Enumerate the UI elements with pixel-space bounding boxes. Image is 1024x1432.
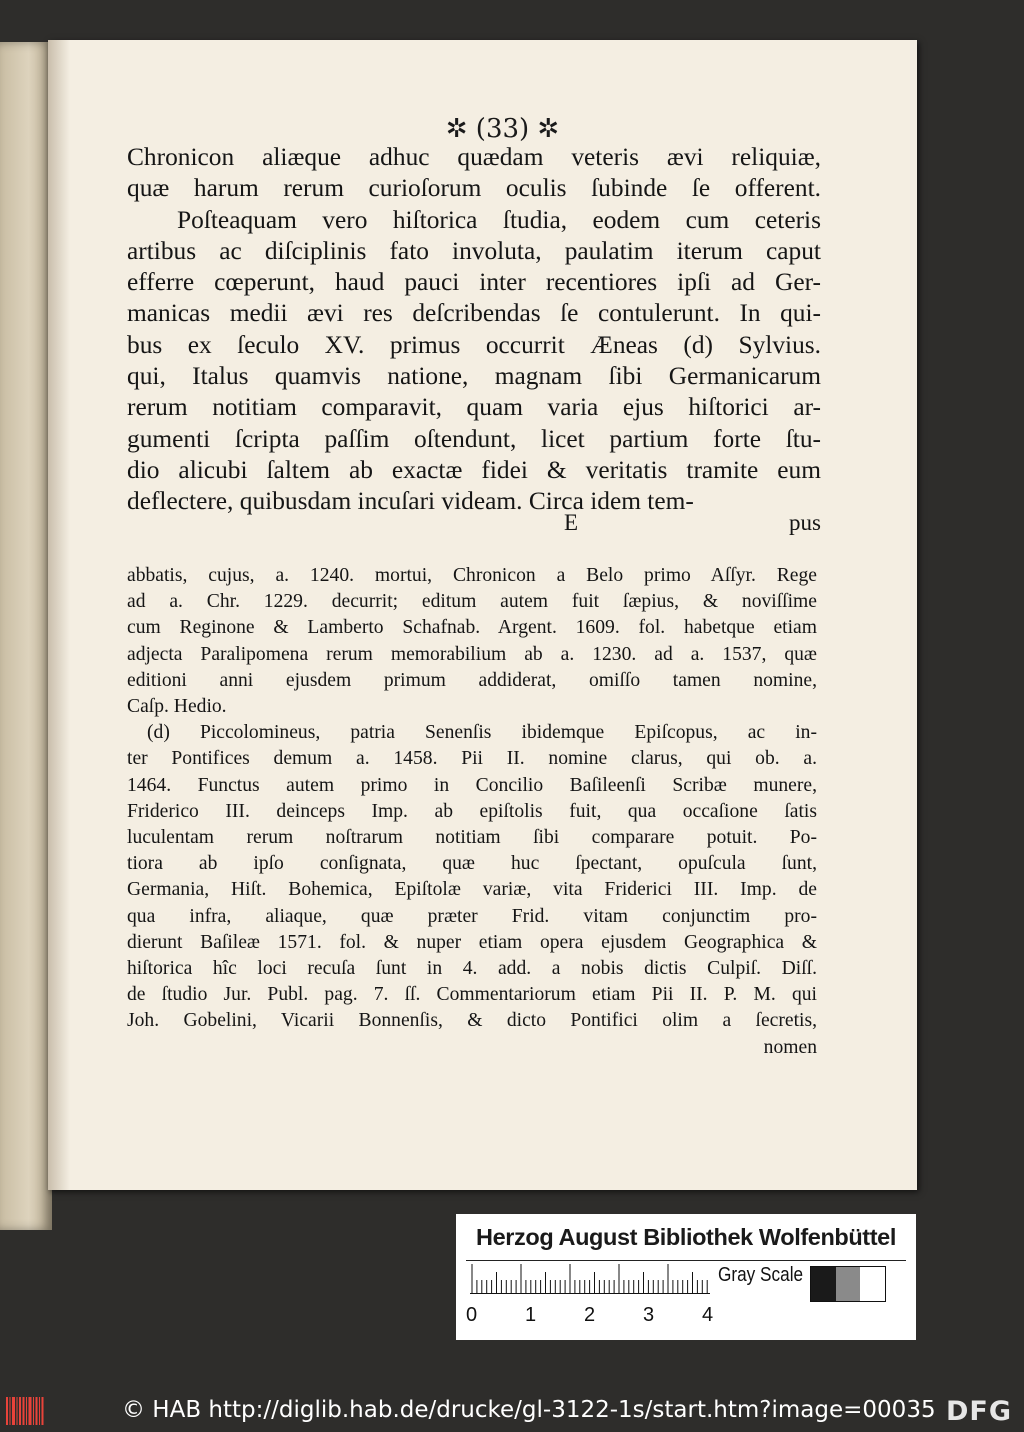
barcode-bar <box>36 1397 38 1425</box>
signature-mark: E <box>564 510 579 535</box>
note-line: tiora ab ipſo conſignata, quæ huc ſpectant, opuſcula ſunt, <box>127 853 817 875</box>
text-line: dio alicubi ſaltem ab exactæ fidei & veritatis tramite eum <box>127 455 821 484</box>
ruler-number: 0 <box>466 1304 478 1326</box>
text-line: rerum notitiam comparavit, quam varia ejus hiſtorici ar- <box>127 393 821 422</box>
barcode-bar <box>19 1397 21 1425</box>
book-page <box>48 40 917 1190</box>
gray-patch <box>860 1267 885 1301</box>
note-line: Joh. Gobelini, Vicarii Bonnenſis, & dicto Pontifici olim a ſecretis, <box>127 1010 817 1032</box>
catchword: pus <box>789 510 821 535</box>
barcode-bar <box>26 1397 27 1425</box>
barcode-bar <box>33 1397 34 1425</box>
note-line: nomen <box>763 1036 817 1058</box>
footnotes <box>127 563 817 1061</box>
text-line: artibus ac diſciplinis fato involuta, paulatim iterum caput <box>127 236 821 265</box>
note-line: luculentam rerum noſtrarum notitiam ſibi comparare potuit. Po- <box>127 827 817 849</box>
gray-patch <box>811 1267 836 1301</box>
barcode-bar <box>29 1397 32 1425</box>
text-line: Poſteaquam vero hiſtorica ſtudia, eodem cum ceteris <box>177 205 821 234</box>
note-line: editioni anni ejusdem primum addiderat, omiſſo tamen nomine, <box>127 669 817 691</box>
main-text <box>127 142 821 518</box>
note-line: 1464. Functus autem primo in Concilio Baſileenſi Scribæ munere, <box>127 774 817 796</box>
note-line: qua infra, aliaque, quæ præter Frid. vitam conjunctim pro- <box>127 905 817 927</box>
note-line: abbatis, cujus, a. 1240. mortui, Chronicon a Belo primo Aſſyr. Rege <box>127 565 817 586</box>
ruler-number: 3 <box>643 1304 655 1326</box>
note-line: Caſp. Hedio. <box>127 696 227 718</box>
barcode-bar <box>12 1397 15 1425</box>
text-line: bus ex ſeculo XV. primus occurrit Æneas (d) Sylvius. <box>127 330 821 359</box>
barcode-bar <box>6 1397 8 1425</box>
note-line: Friderico III. deinceps Imp. ab epiſtolis fuit, qua occaſione ſatis <box>127 800 817 822</box>
note-line: ter Pontifices demum a. 1458. Pii II. nomine clarus, qui ob. a. <box>127 748 817 770</box>
text-line: deflectere, quibusdam incuſari videam. Circa idem tem- <box>127 487 694 516</box>
divider <box>466 1260 906 1261</box>
barcode-icon <box>6 1397 44 1425</box>
color-target-card <box>456 1214 916 1340</box>
dfg-logo: DFG <box>945 1396 1012 1427</box>
note-line: de ſtudio Jur. Publ. pag. 7. ſſ. Commentariorum etiam Pii II. P. M. qui <box>127 984 817 1006</box>
ruler-number: 2 <box>584 1304 596 1326</box>
note-line: (d) Piccolomineus, patria Senenſis ibidemque Epiſcopus, ac in- <box>147 722 817 744</box>
barcode-bar <box>10 1397 11 1425</box>
ruler-numbers <box>466 1304 736 1332</box>
source-url[interactable]: © HAB http://diglib.hab.de/drucke/gl-3122-1s/start.htm?image=00035 <box>122 1397 936 1423</box>
gray-scale-patches <box>810 1266 886 1302</box>
text-line: qui, Italus quamvis natione, magnam ſibi Germanicarum <box>127 362 821 391</box>
text-line: Chronicon aliæque adhuc quædam veteris ævi reliquiæ, <box>127 143 821 171</box>
barcode-bar <box>39 1397 40 1425</box>
note-line: hiſtorica hîc loci recuſa ſunt in 4. add. a nobis dictis Culpiſ. Diſſ. <box>127 958 817 980</box>
note-line: cum Reginone & Lamberto Schafnab. Argent. 1609. fol. habetque etiam <box>127 617 817 639</box>
note-line: Germania, Hiſt. Bohemica, Epiſtolæ variæ, vita Friderici III. Imp. de <box>127 879 817 901</box>
text-line: quæ harum rerum curioſorum oculis ſubinde ſe offerent. <box>127 174 821 203</box>
facing-page-edge <box>0 42 52 1230</box>
barcode-bar <box>17 1397 18 1425</box>
text-line: gumenti ſcripta paſſim oſtendunt, licet partium forte ſtu- <box>127 424 821 453</box>
text-line: manicas medii ævi res deſcribendas ſe contulerunt. In qui- <box>127 299 821 328</box>
text-line: efferre cœperunt, haud pauci inter recentiores ipſi ad Ger- <box>127 268 821 297</box>
ruler-number: 4 <box>702 1304 714 1326</box>
note-line: adjecta Paralipomena rerum memorabilium ab a. 1230. ad a. 1537, quæ <box>127 643 817 665</box>
barcode-bar <box>23 1397 25 1425</box>
note-line: dierunt Baſileæ 1571. fol. & nuper etiam opera ejusdem Geographica & <box>127 931 817 953</box>
gray-patch <box>836 1267 861 1301</box>
barcode-bar <box>42 1397 44 1425</box>
ruler-scale <box>470 1262 710 1294</box>
gray-scale-label: Gray Scale <box>718 1264 804 1286</box>
note-line: ad a. Chr. 1229. decurrit; editum autem fuit ſæpius, & noviſſime <box>127 591 817 613</box>
page-header: ✲ (33) ✲ <box>445 114 560 144</box>
viewer-footer <box>0 1392 1024 1432</box>
ruler-number: 1 <box>525 1304 537 1326</box>
library-name: Herzog August Bibliothek Wolfenbüttel <box>476 1224 896 1250</box>
